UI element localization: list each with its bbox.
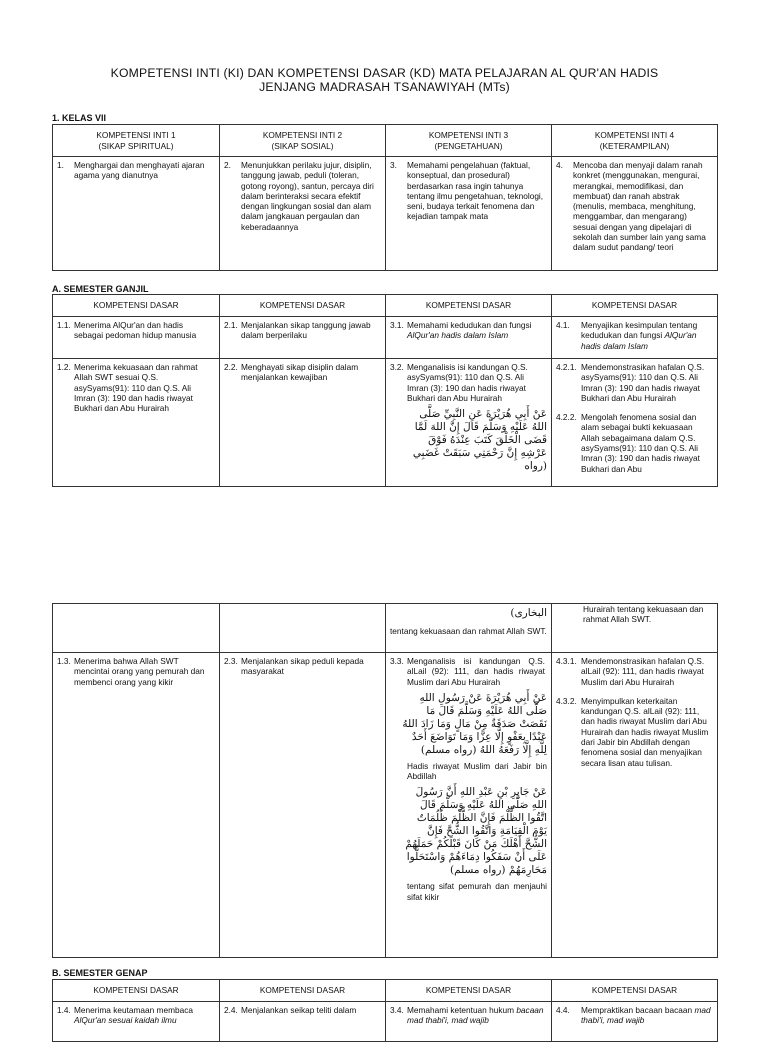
ki-header-4: KOMPETENSI INTI 4 (KETERAMPILAN) [552,125,718,157]
kd-genap-header-4: KOMPETENSI DASAR [552,980,718,1002]
title-line-2: JENJANG MADRASAH TSANAWIYAH (MTs) [259,80,510,94]
ki-header-row [53,125,718,157]
kd-row-2 [53,359,718,487]
semester-genap-label: B. SEMESTER GENAP [52,968,148,978]
kd-3-3-closing-text: tentang sifat pemurah dan menjauhi sifat kikir [407,881,547,902]
semester-ganjil-label: A. SEMESTER GANJIL [52,284,149,294]
kd-cont-cell-3 [386,604,552,653]
kd-table-genap [52,979,718,1042]
kd-4-2-2-item: 4.2.2. Mengolah fenomena sosial dan alam sebagai bukti kekuasaan Allah sebagaimana dalam Q.S. asySyams(91): 110 dan Q.S. Ali Imran (3): 190 dan hadis riwayat Bukhari dan Abu [556,412,700,474]
kd-3-2-cell: 3.2. Menganalisis isi kandungan Q.S. asySyams(91): 110 dan Q.S. Ali Imran (3): 190 dan hadis riwayat Bukhari dan Abu Hurairah عَنْ أَبِي هُرَيْرَةَ عَنِ النَّبِيِّ صَلَّى اللهُ عَلَيْهِ وَسَلَّمَ قَالَ إِنَّ اللهَ لَمَّا قَضَى الْخَلْقَ كَتَبَ عِنْدَهُ فَوْقَ عَرْشِهِ إِنَّ رَحْمَتِي سَبَقَتْ غَضَبِي (رواه [386,359,552,487]
kd-table-ganjil-cont [52,603,718,958]
hadith-arabic-bukhari: عَنْ أَبِي هُرَيْرَةَ عَنِ النَّبِيِّ صَلَّى اللهُ عَلَيْهِ وَسَلَّمَ قَالَ إِنَّ اللهَ لَمَّا قَضَى الْخَلْقَ كَتَبَ عِنْدَهُ فَوْقَ عَرْشِهِ إِنَّ رَحْمَتِي سَبَقَتْ غَضَبِي (رواه [412,408,547,473]
kd-header-1: KOMPETENSI DASAR [53,295,220,317]
kd-genap-header-2: KOMPETENSI DASAR [220,980,386,1002]
kd-cont-cell-2 [220,604,386,653]
kd-genap-header-3: KOMPETENSI DASAR [386,980,552,1002]
kd-2-2-cell: 2.2. Menghayati sikap disiplin dalam menjalankan kewajiban [220,359,386,487]
ki-header-3: KOMPETENSI INTI 3 (PENGETAHUAN) [386,125,552,157]
kd-header-3: KOMPETENSI DASAR [386,295,552,317]
kd-genap-header-row [53,980,718,1002]
kd-1-1-cell: 1.1. Menerima AlQur'an dan hadis sebagai pedoman hidup manusia [53,317,220,359]
kd-4-2-1-item: 4.2.1. Mendemonstrasikan hafalan Q.S. asySyams(91): 110 dan Q.S. Ali Imran (3): 190 dan hadis riwayat Bukhari dan Abu Hurairah [556,362,705,403]
kelas-label: 1. KELAS VII [52,113,107,123]
kd-1-3-cell: 1.3. Menerima bahwa Allah SWT mencintai orang yang pemurah dan membenci orang yang kikir [53,653,220,958]
kd-cont-cell-1 [53,604,220,653]
ki-header-2: KOMPETENSI INTI 2 (SIKAP SOSIAL) [220,125,386,157]
kd-2-1-cell: 2.1. Menjalankan sikap tanggung jawab dalam berperilaku [220,317,386,359]
kd-4-4-cell: 4.4. Mempraktikan bacaan bacaan mad thabi'i, mad wajib [552,1002,718,1042]
kd-4-2-cell [552,359,718,487]
hadith-arabic-abu-hurairah: عَنْ أَبِي هُرَيْرَةَ عَنْ رَسُولِ اللهِ صَلَّى اللهُ عَلَيْهِ وَسَلَّمَ قَالَ مَا نَقَصَتْ صَدَقَةٌ مِنْ مَالٍ وَمَا زَادَ اللهُ عَبْدًا بِعَفْوٍ إِلَّا عِزًّا وَمَا تَوَاضَعَ أَحَدٌ لِلَّهِ إِلَّا رَفَعَهُ اللهُ (رواه مسلم) [402,691,547,756]
ki-table [52,124,718,271]
kd-cont-text-4: Hurairah tentang kekuasaan dan rahmat Allah SWT. [583,604,704,625]
ki-cell-2: 2. Menunjukkan perilaku jujur, disiplin, tanggung jawab, peduli (toleran, gotong royong), santun, percaya diri dalam berinteraksi secara efektif dengan lingkungan sosial dan alam dalam jangkauan pergaulan dan keberadaannya [220,157,386,271]
hadith-jabir-label: Hadis riwayat Muslim dari Jabir bin Abdillah [407,760,547,782]
kd-1-4-cell: 1.4. Menerima keutamaan membaca AlQur'an sesuai kaidah ilmu [53,1002,220,1042]
kd-cont-cell-4 [552,604,718,653]
kd-cont-text-3: tentang kekuasaan dan rahmat Allah SWT. [390,626,547,636]
kd-2-4-cell: 2.4. Menjalankan seikap teliti dalam [220,1002,386,1042]
kd-row-1 [53,317,718,359]
title-line-1: KOMPETENSI INTI (KI) DAN KOMPETENSI DASAR (KD) MATA PELAJARAN AL QUR'AN HADIS [110,66,659,80]
kd-row-3 [53,653,718,958]
kd-4-3-1-item: 4.3.1. Mendemonstrasikan hafalan Q.S. alLail (92): 111, dan hadis riwayat Muslim dari Abu Hurairah [556,656,705,687]
kd-3-1-cell: 3.1. Memahami kedudukan dan fungsi AlQur'an hadis dalam Islam [386,317,552,359]
kd-header-row [53,295,718,317]
kd-header-4: KOMPETENSI DASAR [552,295,718,317]
kd-3-4-cell: 3.4. Memahami ketentuan hukum bacaan mad thabi'i, mad wajib [386,1002,552,1042]
kd-table-ganjil [52,294,718,487]
kd-3-3-cell: 3.3. Menganalisis isi kandungan Q.S. alLail (92): 111, dan hadis riwayat Muslim dari Abu Hurairah عَنْ أَبِي هُرَيْرَةَ عَنْ رَسُولِ اللهِ صَلَّى اللهُ عَلَيْهِ وَسَلَّمَ قَالَ مَا نَقَصَتْ صَدَقَةٌ مِنْ مَالٍ وَمَا زَادَ اللهُ عَبْدًا بِعَفْوٍ إِلَّا عِزًّا وَمَا تَوَاضَعَ أَحَدٌ لِلَّهِ إِلَّا رَفَعَهُ اللهُ (رواه مسلم) Hadis riwayat Muslim dari Jabir bin Abdillah عَنْ جَابِرِ بْنِ عَبْدِ اللهِ أَنَّ رَسُولَ اللهِ صَلَّى اللهُ عَلَيْهِ وَسَلَّمَ قَالَ اتَّقُوا الظُّلْمَ فَإِنَّ الظُّلْمَ ظُلُمَاتٌ يَوْمَ الْقِيَامَةِ وَاتَّقُوا الشُّحَّ فَإِنَّ الشُّحَّ أَهْلَكَ مَنْ كَانَ قَبْلَكُمْ حَمَلَهُمْ عَلَى أَنْ سَفَكُوا دِمَاءَهُمْ وَاسْتَحَلُّوا مَحَارِمَهُمْ (رواه مسلم) tentang sifat pemurah dan menjauhi sifat kikir [386,653,552,958]
kd-4-3-2-item: 4.3.2. Menyimpulkan keterkaitan kandungan Q.S. alLail (92): 111, dan hadis riwayat Muslim dari Abu Hurairah dan hadis riwayat Muslim dari Jabir bin Abdillah dengan fenomena sosial dan menyajikan secara lisan atau tulisan. [556,695,709,768]
kd-1-2-cell: 1.2. Menerima kekuasaan dan rahmat Allah SWT sesuai Q.S. asySyams(91): 110 dan Q.S. Ali Imran (3): 190 dan hadis riwayat Bukhari dan Abu Hurairah [53,359,220,487]
kd-genap-header-1: KOMPETENSI DASAR [53,980,220,1002]
page-title [52,66,717,94]
hadith-arabic-jabir: عَنْ جَابِرِ بْنِ عَبْدِ اللهِ أَنَّ رَسُولَ اللهِ صَلَّى اللهُ عَلَيْهِ وَسَلَّمَ قَالَ اتَّقُوا الظُّلْمَ فَإِنَّ الظُّلْمَ ظُلُمَاتٌ يَوْمَ الْقِيَامَةِ وَاتَّقُوا الشُّحَّ فَإِنَّ الشُّحَّ أَهْلَكَ مَنْ كَانَ قَبْلَكُمْ حَمَلَهُمْ عَلَى أَنْ سَفَكُوا دِمَاءَهُمْ وَاسْتَحَلُّوا مَحَارِمَهُمْ (رواه مسلم) [405,786,547,877]
kd-4-1-cell: 4.1. Menyajikan kesimpulan tentang kedudukan dan fungsi AlQur'an hadis dalam Islam [552,317,718,359]
kd-4-3-cell [552,653,718,958]
ki-cell-1: 1. Menghargai dan menghayati ajaran agama yang dianutnya [53,157,220,271]
kd-2-3-cell: 2.3. Menjalankan sikap peduli kepada masyarakat [220,653,386,958]
ki-cell-3: 3. Memahami pengelahuan (faktual, konseptual, dan prosedural) berdasarkan rasa ingin tahunya tentang ilmu pengetahuan, teknologi, seni, budaya terkait fenomena dan kejadian tampak mata [386,157,552,271]
hadith-arabic-bukhari-end: البخارى) [510,607,547,619]
kd-cont-row [53,604,718,653]
kd-header-2: KOMPETENSI DASAR [220,295,386,317]
ki-content-row [53,157,718,271]
ki-header-1: KOMPETENSI INTI 1 (SIKAP SPIRITUAL) [53,125,220,157]
ki-cell-4: 4. Mencoba dan menyaji dalam ranah konkret (menggunakan, mengurai, merangkai, memodifikasi, dan membuat) dan ranah abstrak (menulis, membaca, menghitung, menggambar, dan mengarang) sesuai dengan yang dipelajari di sekolah dan sumber lain yang sama dalam sudut pandang/ teori [552,157,718,271]
kd-row-4 [53,1002,718,1042]
